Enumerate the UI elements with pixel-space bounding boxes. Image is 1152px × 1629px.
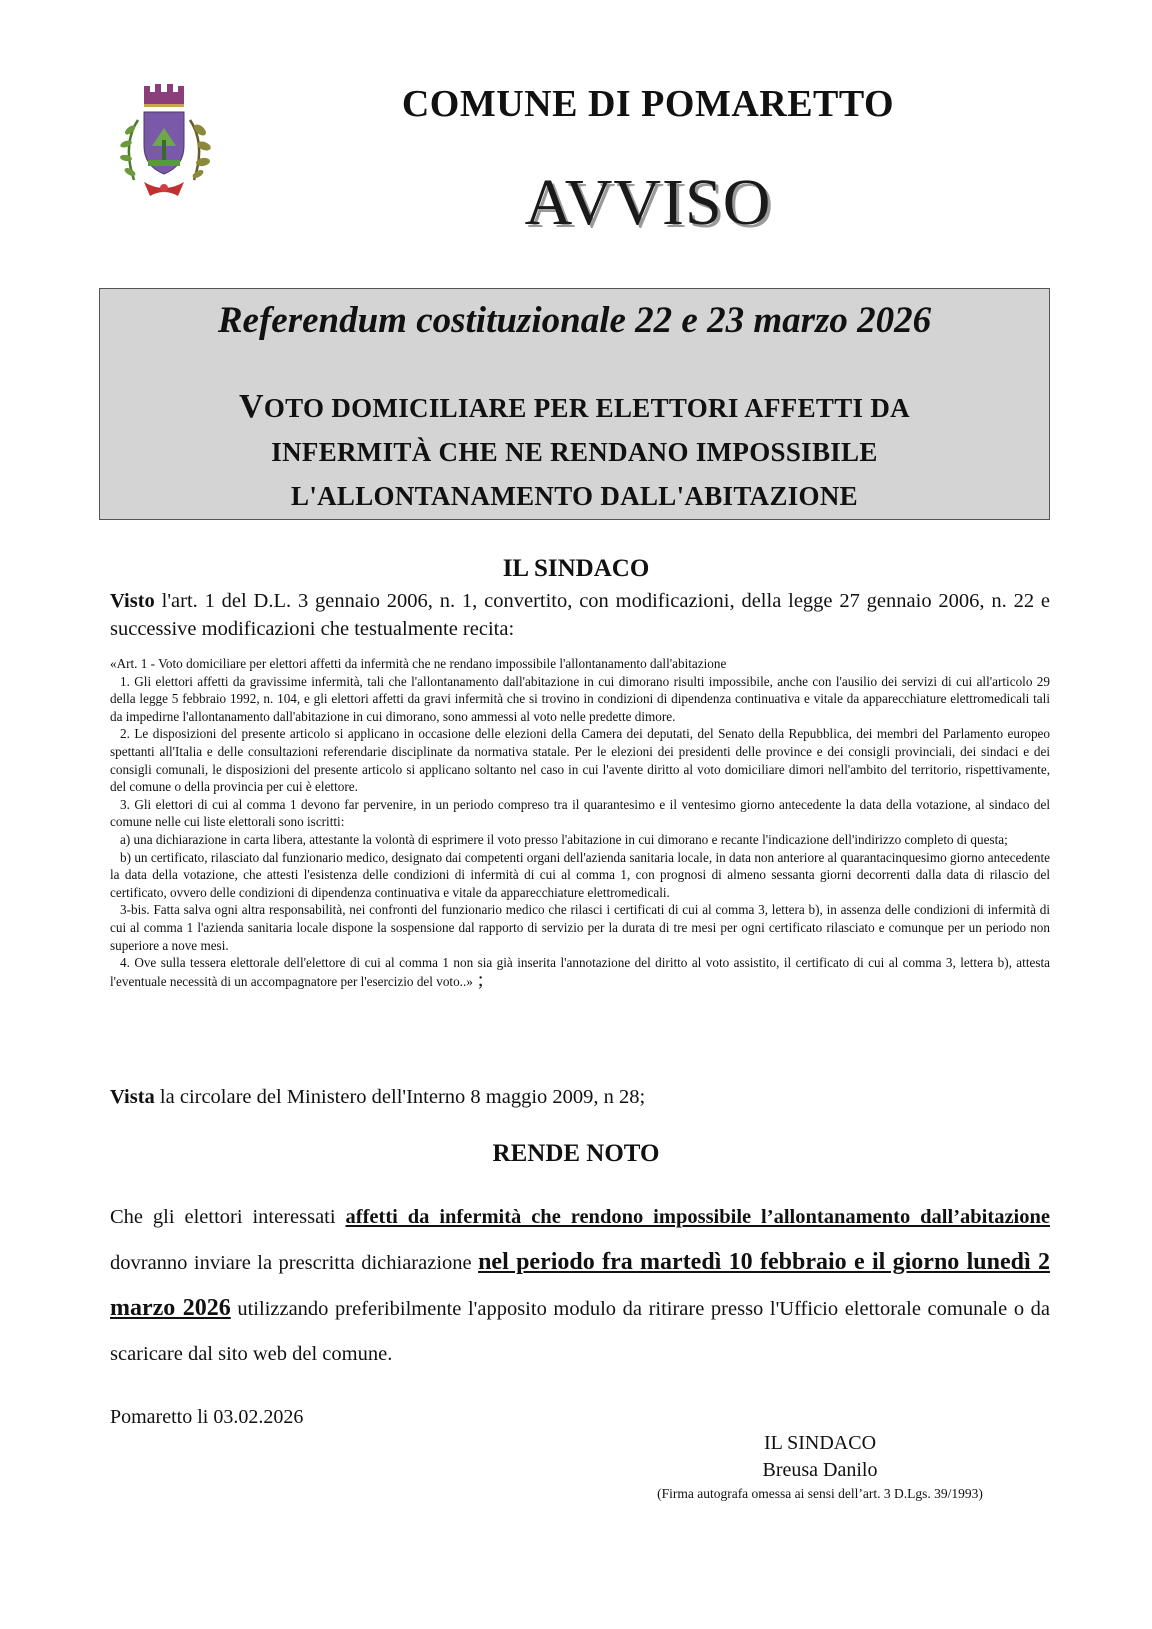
- law-comma-2: 2. Le disposizioni del presente articolo si applicano in occasione delle elezioni della Camera dei deputati, del Senato della Repubblica, dei membri del Parlamento europeo spettanti all'Italia e delle consultazioni referendarie disciplinate da normativa statale. Per le elezioni dei presidenti delle province e dei consigli provinciali, dei sindaci e dei consigli comunali, le disposizioni del presente articolo si applicano soltanto nel caso in cui l'avente diritto al voto domiciliare dimori nell'ambito del territorio, rispettivamente, del comune o della provincia per cui è elettore.: [110, 726, 1050, 795]
- referendum-title: Referendum costituzionale 22 e 23 marzo 2026: [217, 300, 932, 341]
- subtitle-line-1-rest: OTO DOMICILIARE PER ELETTORI AFFETTI DA: [263, 393, 910, 423]
- visto-paragraph: [110, 587, 1050, 643]
- referendum-box: [99, 288, 1050, 520]
- law-comma-3a: a) una dichiarazione in carta libera, attestante la volontà di esprimere il voto presso l'abitazione in cui dimorano e recante l'indicazione dell'indirizzo completo di questa;: [120, 831, 1008, 847]
- law-comma-4-text: 4. Ove sulla tessera elettorale dell'elettore di cui al comma 1 non sia già inserita l'annotazione del diritto al voto assistito, il certificato di cui al comma 3, lettera b), attesta l'eventuale necessità di un accompagnatore per l'esercizio del voto..»: [110, 955, 1050, 989]
- notice-text-3: utilizzando preferibilmente l'apposito modulo da ritirare presso l'Ufficio elettorale comunale o da scaricare dal sito web del comune.: [110, 1298, 1051, 1365]
- signature-name: Breusa Danilo: [762, 1459, 878, 1481]
- subtitle-initial: V: [239, 388, 264, 425]
- vista-paragraph: [110, 1086, 1050, 1109]
- signature-role: IL SINDACO: [763, 1432, 877, 1454]
- place-date: Pomaretto li 03.02.2026: [110, 1406, 304, 1428]
- subtitle-line-3: L'ALLONTANAMENTO DALL'ABITAZIONE: [291, 481, 858, 511]
- law-comma-1: 1. Gli elettori affetti da gravissime infermità, tali che l'allontanamento dall'abitazione in cui dimorano risulti impossibile, anche con l'ausilio dei servizi di cui all'articolo 29 della legge 5 febbraio 1992, n. 104, e gli elettori affetti da gravi infermità che si trovino in condizioni di dipendenza continuativa e vitale da apparecchiature elettromedicali tali da impedirne l'allontanamento dall'abitazione in cui dimorano, sono ammessi al voto nelle predette dimore.: [110, 673, 1050, 724]
- law-comma-3bis: 3-bis. Fatta salva ogni altra responsabilità, nei confronti del funzionario medico che rilasci i certificati di cui al comma 3, lettera b), in assenza delle condizioni di infermità di cui al comma 1 l'azienda sanitaria locale dispone la sospensione dal rapporto di servizio per la durata di tre mesi per ogni certificato rilasciato e comunque per un periodo non superiore a nove mesi.: [110, 902, 1050, 953]
- subtitle-line-1: [100, 385, 1049, 430]
- vista-text: la circolare del Ministero dell'Interno 8 maggio 2009, n 28;: [154, 1086, 646, 1108]
- referendum-subtitle: [100, 385, 1049, 518]
- notice-text-2: dovranno inviare la prescritta dichiarazione: [110, 1252, 479, 1274]
- visto-label: Visto: [110, 590, 155, 612]
- rende-noto-heading: RENDE NOTO: [492, 1140, 660, 1167]
- notice-heading: AVVISO: [524, 166, 772, 239]
- subtitle-line-2: INFERMITÀ CHE NE RENDANO IMPOSSIBILE: [271, 437, 878, 467]
- signature-block: [700, 1430, 940, 1484]
- mayor-heading: IL SINDACO: [502, 555, 650, 582]
- vista-label: Vista: [110, 1086, 155, 1108]
- law-article-heading: «Art. 1 - Voto domiciliare per elettori affetti da infermità che ne rendano impossibile l'allontanamento dall'abitazione: [110, 656, 727, 671]
- law-comma-3b: b) un certificato, rilasciato dal funzionario medico, designato dai competenti organi dell'azienda sanitaria locale, in data non anteriore al quarantacinquesimo giorno antecedente la data della votazione, che attesti l'esistenza delle condizioni di infermità di cui al comma 1, con prognosi di almeno sessanta giorni decorrenti dalla data di rilascio del certificato, ovvero delle condizioni di dipendenza continuativa e vitale da apparecchiature elettromedicali.: [110, 849, 1050, 900]
- notice-text-1: Che gli elettori interessati: [110, 1206, 346, 1228]
- municipality-title: COMUNE DI POMARETTO: [401, 83, 895, 125]
- visto-text: l'art. 1 del D.L. 3 gennaio 2006, n. 1, convertito, con modificazioni, della legge 27 gennaio 2006, n. 22 e successive modificazioni che testualmente recita:: [110, 590, 1050, 640]
- notice-highlight-condition: affetti da infermità che rendono impossibile l’allontanamento dall’abitazione: [345, 1206, 1050, 1228]
- law-semicolon: ;: [472, 968, 484, 991]
- law-excerpt: [110, 655, 1050, 990]
- law-comma-4: [110, 954, 1050, 990]
- signature-note: (Firma autografa omessa ai sensi dell’art. 3 D.Lgs. 39/1993): [657, 1486, 983, 1501]
- notice-highlight-period: nel periodo fra martedì 10 febbraio e il giorno lunedì 2 marzo 2026: [110, 1249, 1050, 1321]
- law-comma-3: 3. Gli elettori di cui al comma 1 devono far pervenire, in un periodo compreso tra il quarantesimo e il ventesimo giorno antecedente la data della votazione, al sindaco del comune nelle cui liste elettorali sono iscritti:: [110, 796, 1050, 830]
- notice-body: [110, 1195, 1050, 1377]
